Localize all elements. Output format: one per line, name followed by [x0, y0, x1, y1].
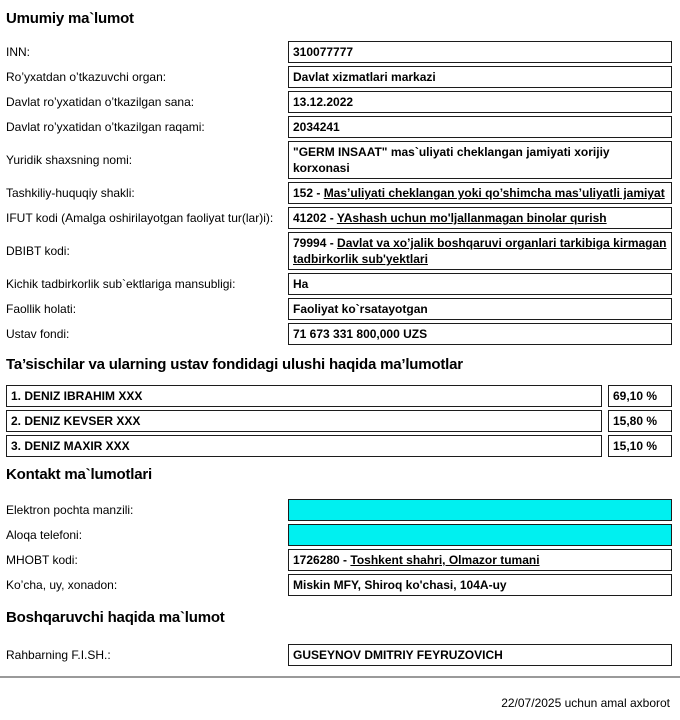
- field-row-legal-form: [6, 182, 672, 204]
- field-value: "GERM INSAAT" mas`uliyati cheklangan jamiyati xorijiy korxonasi: [293, 145, 610, 175]
- field-label: Ustav fondi:: [6, 327, 70, 341]
- field-row-registration-number: [6, 116, 672, 138]
- report-date-note: 22/07/2025 uchun amal axborot: [501, 696, 670, 710]
- field-row-dbibt-code: [6, 232, 672, 270]
- manager-name-value-box: [288, 644, 672, 666]
- founder-name-box: 1. DENIZ IBRAHIM XXX: [6, 385, 602, 407]
- charter-fund-value-box: [288, 323, 672, 345]
- activity-status-value-box: [288, 298, 672, 320]
- field-label: Davlat ro’yxatidan o’tkazilgan raqami:: [6, 120, 205, 134]
- founder-row: [6, 410, 672, 432]
- field-label: Davlat ro’yxatidan o’tkazilgan sana:: [6, 95, 195, 109]
- field-label: Tashkiliy-huquqiy shakli:: [6, 186, 135, 200]
- phone-input[interactable]: [288, 524, 672, 546]
- section-title-general: Umumiy ma`lumot: [6, 10, 134, 27]
- small-business-value-box: [288, 273, 672, 295]
- founder-share-box: 69,10 %: [608, 385, 672, 407]
- founder-row: [6, 435, 672, 457]
- section-title-contacts: Kontakt ma`lumotlari: [6, 466, 153, 483]
- field-label: DBIBT kodi:: [6, 244, 70, 258]
- dbibt-code-link[interactable]: Davlat va xo’jalik boshqaruvi organlari tarkibiga kirmagan tadbirkorlik sub'yektlari: [293, 236, 667, 266]
- founder-name-box: 2. DENIZ KEVSER XXX: [6, 410, 602, 432]
- field-row-charter-fund: [6, 323, 672, 345]
- field-label: IFUT kodi (Amalga oshirilayotgan faoliyat tur(lar)i):: [6, 211, 274, 225]
- field-label: Kichik tadbirkorlik sub`ektlariga mansubligi:: [6, 277, 236, 291]
- field-value: 2034241: [293, 120, 340, 134]
- bottom-divider: [0, 676, 680, 678]
- field-row-activity-status: [6, 298, 672, 320]
- field-value-code: 41202 -: [293, 211, 337, 225]
- founder-row: [6, 385, 672, 407]
- field-value: GUSEYNOV DMITRIY FEYRUZOVICH: [293, 648, 503, 662]
- street-address-value-box: [288, 574, 672, 596]
- field-value: Davlat xizmatlari markazi: [293, 70, 436, 84]
- field-label: Rahbarning F.I.SH.:: [6, 648, 111, 662]
- section-title-founders: Ta’sischilar va ularning ustav fondidagi ulushi haqida ma’lumotlar: [6, 356, 463, 373]
- field-value-code: 152 -: [293, 186, 324, 200]
- field-row-registering-authority: [6, 66, 672, 88]
- dbibt-code-value-box: [288, 232, 672, 270]
- field-label: Aloqa telefoni:: [6, 528, 83, 542]
- email-input[interactable]: [288, 499, 672, 521]
- field-row-small-business: [6, 273, 672, 295]
- registration-number-value-box: [288, 116, 672, 138]
- field-label: Ko’cha, uy, xonadon:: [6, 578, 118, 592]
- field-value: Faoliyat ko`rsatayotgan: [293, 302, 428, 316]
- field-label: INN:: [6, 45, 30, 59]
- field-label: Faollik holati:: [6, 302, 77, 316]
- field-row-email: [6, 499, 672, 521]
- field-value-code: 79994 -: [293, 236, 338, 250]
- section-title-manager: Boshqaruvchi haqida ma`lumot: [6, 609, 225, 626]
- field-row-phone: [6, 524, 672, 546]
- field-row-registration-date: [6, 91, 672, 113]
- registering-authority-value-box: [288, 66, 672, 88]
- field-value: 71 673 331 800,000 UZS: [293, 327, 428, 341]
- ifut-code-value-box: [288, 207, 672, 229]
- ifut-code-link[interactable]: YAshash uchun mo'ljallanmagan binolar qurish: [336, 211, 607, 225]
- field-label: Ro’yxatdan o’tkazuvchi organ:: [6, 70, 167, 84]
- field-value: Miskin MFY, Shiroq ko'chasi, 104A-uy: [293, 578, 507, 592]
- legal-name-value-box: [288, 141, 672, 179]
- founder-share-box: 15,80 %: [608, 410, 672, 432]
- field-row-ifut-code: [6, 207, 672, 229]
- field-value-code: 1726280 -: [293, 553, 351, 567]
- field-label: MHOBT kodi:: [6, 553, 78, 567]
- legal-form-link[interactable]: Mas’uliyati cheklangan yoki qo’shimcha mas’uliyatli jamiyat: [323, 186, 665, 200]
- mhobt-code-link[interactable]: Toshkent shahri, Olmazor tumani: [350, 553, 540, 567]
- field-row-manager-name: [6, 644, 672, 666]
- mhobt-code-value-box: [288, 549, 672, 571]
- field-value: Ha: [293, 277, 309, 291]
- field-row-inn: [6, 41, 672, 63]
- field-label: Elektron pochta manzili:: [6, 503, 134, 517]
- registration-date-value-box: [288, 91, 672, 113]
- field-value: 13.12.2022: [293, 95, 354, 109]
- field-row-mhobt-code: [6, 549, 672, 571]
- field-label: Yuridik shaxsning nomi:: [6, 153, 133, 167]
- founder-share-box: 15,10 %: [608, 435, 672, 457]
- field-row-legal-name: [6, 141, 672, 179]
- field-row-street-address: [6, 574, 672, 596]
- inn-value-box: [288, 41, 672, 63]
- field-value: 310077777: [293, 45, 354, 59]
- founder-name-box: 3. DENIZ MAXIR XXX: [6, 435, 602, 457]
- legal-form-value-box: [288, 182, 672, 204]
